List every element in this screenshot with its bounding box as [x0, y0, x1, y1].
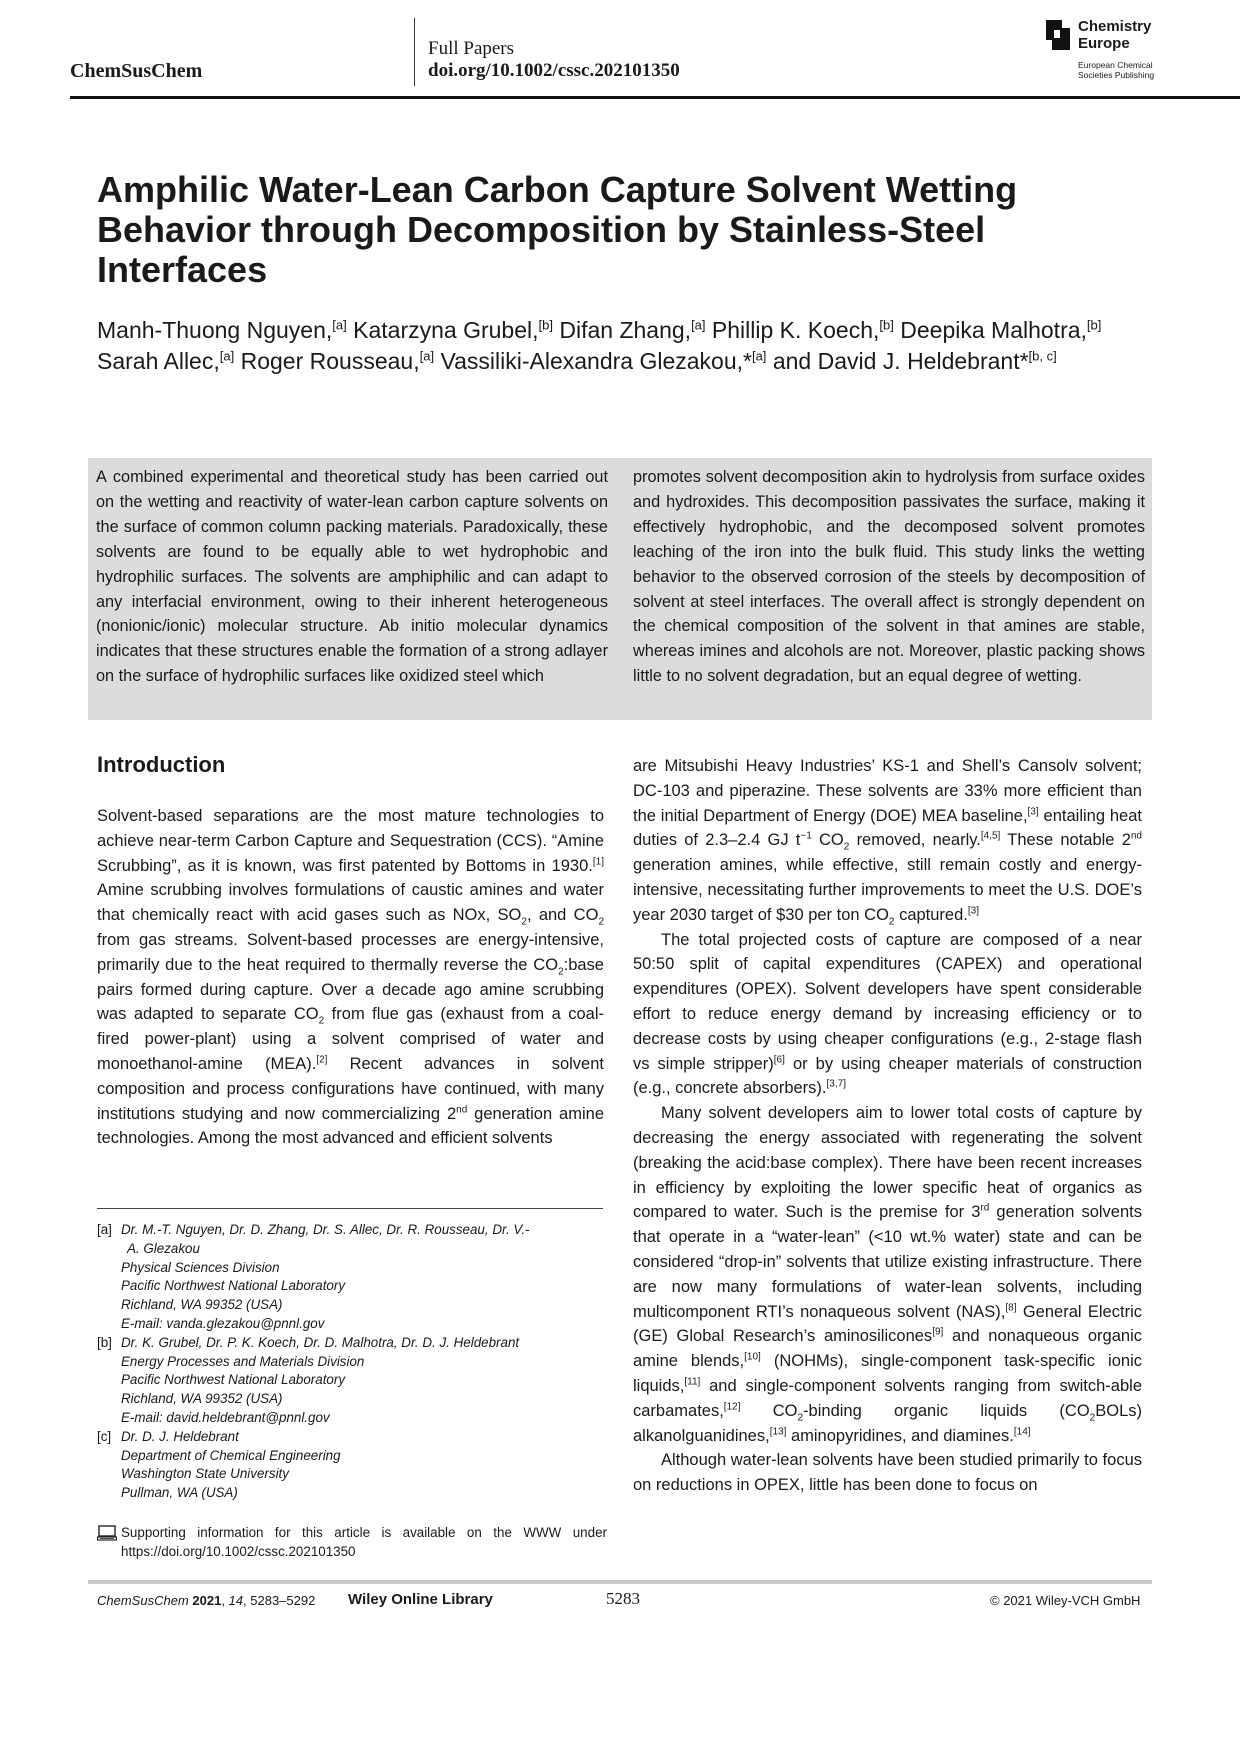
- chemistry-europe-logo: [1046, 18, 1176, 82]
- author-name: Vassiliki-Alexandra Glezakou,*: [440, 348, 752, 374]
- computer-icon: [97, 1525, 117, 1541]
- author-affiliation: [a]: [751, 348, 767, 364]
- author-affiliation: [a]: [691, 317, 706, 333]
- footnote-label: [b]: [97, 1334, 112, 1350]
- supporting-information-note: [97, 1524, 607, 1562]
- reference-superscript: [3]: [1027, 806, 1039, 818]
- reference-superscript: nd: [1130, 830, 1142, 842]
- footnote-line: Pacific Northwest National Laboratory: [121, 1278, 346, 1294]
- footer-citation: ChemSusChem 2021, 14, 5283–5292: [97, 1593, 316, 1608]
- reference-superscript: [6]: [773, 1054, 785, 1066]
- footer-rule: [88, 1580, 1152, 1584]
- affiliation-footnote: [97, 1334, 607, 1428]
- author-name: and David J. Heldebrant*: [772, 348, 1029, 374]
- subscript: 2: [598, 916, 604, 928]
- footnote-line: Physical Sciences Division: [121, 1259, 280, 1275]
- author-name: Manh-Thuong Nguyen,: [97, 317, 333, 343]
- abstract-right-column: promotes solvent decomposition akin to hydrolysis from surface oxides and hydroxides. This decomposition passivates the surface, making it effectively hydrophobic, and the decomposed solvent promotes leaching of the iron into the bulk fluid. This study links the wetting behavior to the observed corrosion of the steels by decomposition of solvent at steel interfaces. The overall affect is strongly dependent on the chemical composition of the solvent in that amines are stable, whereas imines and alcohols are not. Moreover, plastic packing shows little to no solvent degradation, but an equal degree of wetting.: [633, 468, 1145, 686]
- author-affiliation: [b]: [879, 317, 894, 333]
- header-divider: [414, 18, 415, 86]
- footnote-rule: [97, 1208, 603, 1209]
- paragraph: The total projected costs of capture are composed of a near 50:50 split of capital expenditures (CAPEX) and operational expenditures (OPEX). Solvent developers have spent considerable effort to reduce energy demand by increasing efficiency or to decrease costs by using cheaper configurations (e.g., 2-stage flash vs simple stripper)[6] or by using cheaper materials of construction (e.g., concrete absorbers).[3,7]: [633, 930, 1142, 1098]
- citation-year: 2021: [192, 1593, 222, 1608]
- copyright: © 2021 Wiley-VCH GmbH: [990, 1593, 1141, 1608]
- footnote-line: Dr. M.-T. Nguyen, Dr. D. Zhang, Dr. S. Allec, Dr. R. Rousseau, Dr. V.-: [121, 1222, 530, 1237]
- reference-superscript: [11]: [684, 1376, 701, 1388]
- reference-superscript: [1]: [592, 856, 604, 868]
- footnote-line[interactable]: E-mail: vanda.glezakou@pnnl.gov: [121, 1315, 325, 1331]
- citation-volume: 14: [228, 1593, 244, 1608]
- affiliation-footnotes: [97, 1221, 607, 1503]
- reference-superscript: [13]: [769, 1426, 787, 1438]
- subscript: 2: [318, 1015, 325, 1027]
- section-label: Full Papers: [428, 38, 515, 59]
- journal-name: ChemSusChem: [70, 60, 203, 82]
- paragraph: Solvent-based separations are the most mature technologies to achieve near-term Carbon Capture and Sequestration (CCS). “Amine Scrubbing”, as it is known, was first patented by Bottoms in 1930.[1] Amine scrubbing involves formulations of caustic amines and water that chemically react with acid gases such as NOx, $SO_2$, and $CO_2$ from gas streams. Solvent-based processes are energy-intensive, primarily due to the heat required to thermally reverse the $CO_2:base$ pairs formed during capture. Over a decade ago amine scrubbing was adapted to separate $CO_2$ from flue gas (exhaust from a coal-fired power-plant) using a solvent comprised of water and monoethanol-amine (MEA).[2] Recent advances in solvent composition and process configurations have continued, with many institutions studying and now commercializing 2nd generation amine technologies. Among the most advanced and efficient solvents: [97, 807, 604, 1148]
- subscript: 2: [843, 841, 850, 853]
- paragraph: Many solvent developers aim to lower total costs of capture by decreasing the energy associated with regenerating the solvent (breaking the acid:base complex). There have been recent increases in efficiency by exploiting the lower specific heat of organics as compared to water. Such is the premise for 3rd generation solvents that operate in a “water-lean” (<10 wt.% water) state and can be considered “drop-in” solvents that utilize existing infrastructure. There are now many formulations of water-lean solvents, including multicomponent RTI’s nonaqueous solvent (NAS),[8] General Electric (GE) Global Research’s aminosilicones[9] and nonaqueous organic amine blends,[10] (NOHMs), single-component task-specific ionic liquids,[11] and single-component solvents ranging from switch-able carbamates,[12] $CO_2$-binding organic liquids $(CO_2BOLs)$ alkanolguanidines,[13] aminopyridines, and diamines.[14]: [633, 1104, 1142, 1445]
- subscript: 2: [1089, 1412, 1096, 1424]
- author-name: Roger Rousseau,: [240, 348, 420, 374]
- reference-superscript: nd: [456, 1104, 468, 1116]
- paragraph: Although water-lean solvents have been studied primarily to focus on reductions in OPEX, little has been done to focus on: [633, 1451, 1142, 1495]
- logo-sub-line1: European Chemical: [1078, 60, 1153, 70]
- author-affiliation: [b]: [538, 317, 553, 333]
- author-affiliation: [a]: [332, 317, 347, 333]
- footnote-label: [a]: [97, 1222, 112, 1237]
- author-name: Katarzyna Grubel,: [353, 317, 539, 343]
- supporting-information-text: Supporting information for this article is available on the WWW under https://doi.org/10.1002/cssc.202101350: [121, 1525, 607, 1559]
- chemistry-europe-logo-mark-icon: [1046, 20, 1070, 50]
- subscript: 2: [521, 916, 527, 928]
- footnote-line: Energy Processes and Materials Division: [121, 1353, 365, 1369]
- footnote-line: A. Glezakou: [127, 1240, 200, 1256]
- reference-superscript: [3,7]: [826, 1078, 846, 1090]
- author-name: Sarah Allec,: [97, 348, 220, 374]
- header-rule: [70, 96, 1240, 99]
- footnote-line: Richland, WA 99352 (USA): [121, 1391, 283, 1407]
- reference-superscript: [9]: [932, 1326, 944, 1338]
- reference-superscript: [8]: [1005, 1302, 1017, 1314]
- footnote-line: Pacific Northwest National Laboratory: [121, 1372, 346, 1388]
- author-affiliation: [b]: [1086, 317, 1102, 333]
- footnote-line: Pullman, WA (USA): [121, 1485, 238, 1501]
- page-number: 5283: [606, 1589, 640, 1608]
- reference-superscript: −1: [800, 830, 812, 842]
- author-affiliation: [a]: [419, 348, 435, 364]
- subscript: 2: [797, 1412, 804, 1424]
- reference-superscript: rd: [980, 1202, 990, 1214]
- reference-superscript: [2]: [316, 1054, 328, 1066]
- author-name: Phillip K. Koech,: [711, 317, 880, 343]
- subscript: 2: [558, 966, 564, 978]
- author-affiliation: [a]: [219, 348, 235, 364]
- body-left-column: [97, 804, 604, 1151]
- reference-superscript: [12]: [723, 1401, 741, 1413]
- reference-superscript: [10]: [744, 1351, 761, 1363]
- article-title: Amphilic Water-Lean Carbon Capture Solvent Wetting Behavior through Decomposition by Stainless-Steel Interfaces: [97, 169, 1018, 290]
- paragraph: are Mitsubishi Heavy Industries’ KS-1 and Shell’s Cansolv solvent; DC-103 and piperazine. These solvents are 33% more efficient than the initial Department of Energy (DOE) MEA baseline,[3] entailing heat duties of 2.3–2.4 GJ $t^{-1}$ $CO_2$ removed, nearly.[4,5] These notable 2nd generation amines, while effective, still remain costly and energy-intensive, necessitating further improvements to meet the U.S. DOE’s year 2030 target of $30 per ton $CO_2$ captured.[3]: [633, 757, 1142, 928]
- wiley-online-library-link[interactable]: Wiley Online Library: [348, 1591, 493, 1608]
- author-name: Deepika Malhotra,: [900, 317, 1087, 343]
- abstract-left-column: A combined experimental and theoretical study has been carried out on the wetting and reactivity of water-lean carbon capture solvents on the surface of common column packing materials. Paradoxically, these solvents are found to be equally able to wet hydrophobic and hydrophilic surfaces. The solvents are amphiphilic and can adapt to any interfacial environment, owing to their inherent heterogeneous (nonionic/ionic) molecular structure. Ab initio molecular dynamics indicates that these structures enable the formation of a strong adlayer on the surface of hydrophilic surfaces like oxidized steel which: [96, 468, 608, 686]
- reference-superscript: [3]: [967, 905, 979, 917]
- doi-link[interactable]: doi.org/10.1002/cssc.202101350: [428, 60, 680, 81]
- logo-name-line1: Chemistry: [1078, 18, 1152, 35]
- reference-superscript: [14]: [1013, 1426, 1031, 1438]
- author-name: Difan Zhang,: [559, 317, 692, 343]
- logo-name-line2: Europe: [1078, 35, 1130, 52]
- reference-superscript: [4,5]: [980, 830, 1001, 842]
- affiliation-footnote: [97, 1221, 607, 1334]
- author-list: [97, 315, 1147, 377]
- body-right-column: [633, 754, 1142, 1498]
- footnote-line: Richland, WA 99352 (USA): [121, 1297, 283, 1313]
- footnote-line: Department of Chemical Engineering: [121, 1447, 341, 1463]
- citation-journal: ChemSusChem: [97, 1593, 189, 1608]
- subscript: 2: [888, 916, 895, 928]
- footnote-line: Dr. D. J. Heldebrant: [121, 1428, 239, 1444]
- citation-pages: 5283–5292: [250, 1593, 316, 1608]
- logo-sub-line2: Societies Publishing: [1078, 70, 1155, 80]
- footnote-line[interactable]: E-mail: david.heldebrant@pnnl.gov: [121, 1409, 330, 1425]
- introduction-heading: Introduction: [97, 752, 226, 777]
- footnote-line: Washington State University: [121, 1466, 289, 1482]
- footnote-label: [c]: [97, 1428, 112, 1444]
- footnote-line: Dr. K. Grubel, Dr. P. K. Koech, Dr. D. Malhotra, Dr. D. J. Heldebrant: [121, 1334, 520, 1350]
- author-affiliation: [b, c]: [1028, 348, 1057, 364]
- affiliation-footnote: [97, 1428, 607, 1503]
- abstract-box: [88, 458, 1152, 720]
